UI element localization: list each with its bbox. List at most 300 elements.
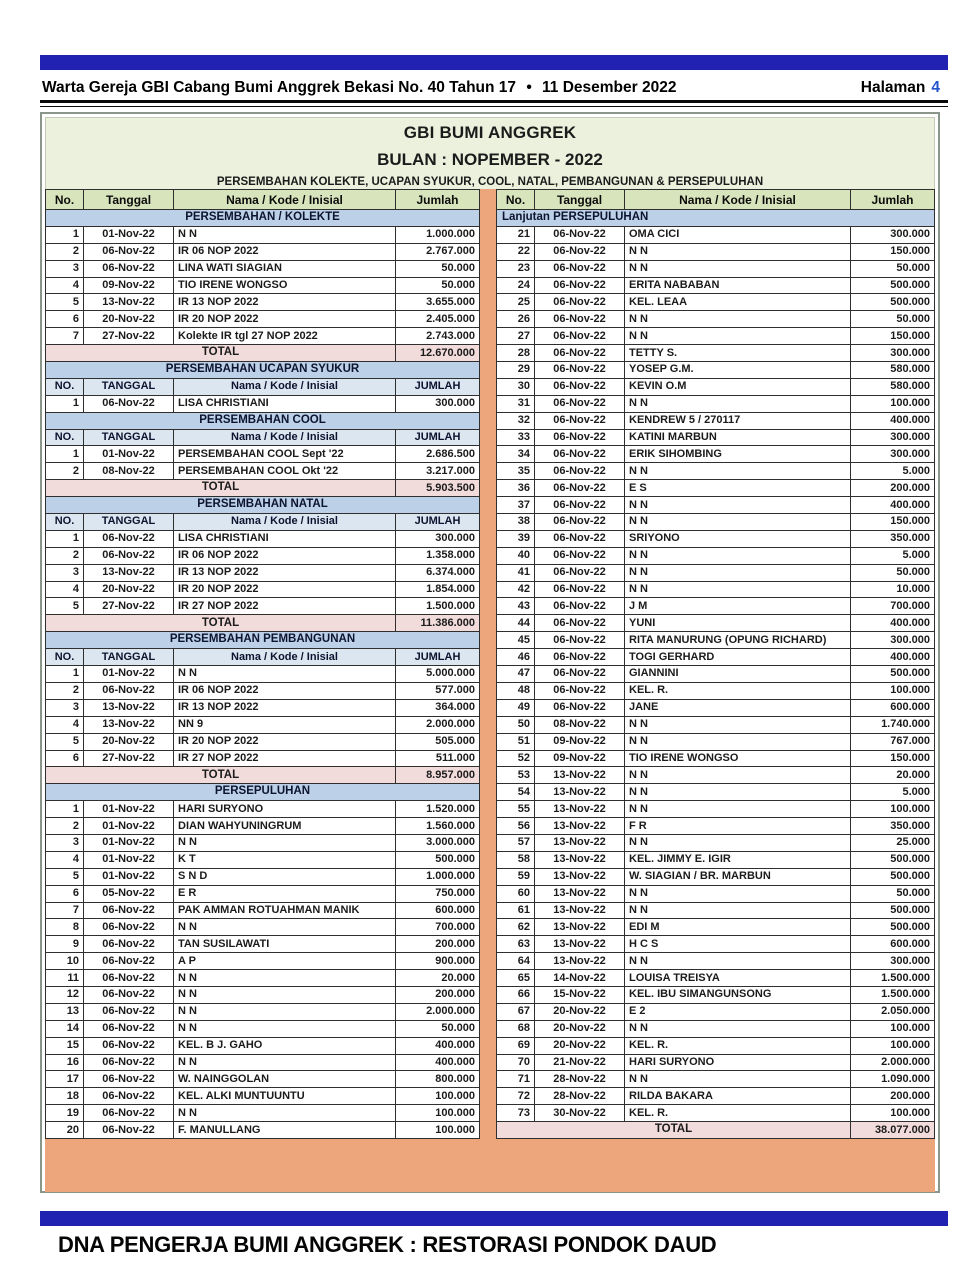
row-number: 31 (497, 395, 535, 412)
row-number: 1 (46, 666, 84, 683)
sub-header-row (46, 378, 480, 395)
row-amount: 2.000.000 (396, 1003, 480, 1020)
row-name: N N (625, 547, 851, 564)
row-amount: 400.000 (396, 1054, 480, 1071)
row-name: LINA WATI SIAGIAN (174, 260, 396, 277)
table-row (46, 311, 480, 328)
row-name: TOGI GERHARD (625, 649, 851, 666)
row-number: 61 (497, 902, 535, 919)
row-date: 13-Nov-22 (535, 885, 625, 902)
row-name: IR 20 NOP 2022 (174, 311, 396, 328)
table-row (497, 395, 935, 412)
row-number: 7 (46, 328, 84, 345)
row-name: K T (174, 851, 396, 868)
table-row (497, 429, 935, 446)
table-row (46, 666, 480, 683)
row-number: 6 (46, 750, 84, 767)
row-name: N N (625, 784, 851, 801)
row-name: N N (625, 733, 851, 750)
row-date: 20-Nov-22 (84, 733, 174, 750)
row-date: 28-Nov-22 (535, 1088, 625, 1105)
row-number: 18 (46, 1088, 84, 1105)
row-date: 06-Nov-22 (84, 530, 174, 547)
table-row (497, 547, 935, 564)
total-row (46, 767, 480, 784)
row-date: 08-Nov-22 (84, 463, 174, 480)
row-date: 20-Nov-22 (535, 1020, 625, 1037)
sub-column-header: JUMLAH (396, 378, 480, 395)
row-amount: 25.000 (851, 834, 935, 851)
row-name: Kolekte IR tgl 27 NOP 2022 (174, 328, 396, 345)
section-title: PERSEMBAHAN UCAPAN SYUKUR (46, 362, 480, 379)
row-name: KEL. R. (625, 1105, 851, 1122)
row-name: E R (174, 885, 396, 902)
row-amount: 1.000.000 (396, 226, 480, 243)
row-amount: 3.000.000 (396, 834, 480, 851)
table-row (46, 1071, 480, 1088)
row-name: S N D (174, 868, 396, 885)
table-row (46, 818, 480, 835)
row-amount: 6.374.000 (396, 564, 480, 581)
table-row (46, 1054, 480, 1071)
row-date: 20-Nov-22 (535, 1037, 625, 1054)
row-date: 06-Nov-22 (84, 970, 174, 987)
table-row (46, 1122, 480, 1139)
column-header-row (46, 190, 480, 210)
row-amount: 577.000 (396, 682, 480, 699)
total-row (497, 1122, 935, 1139)
table-row (497, 936, 935, 953)
row-amount: 300.000 (851, 429, 935, 446)
row-amount: 200.000 (851, 480, 935, 497)
row-name: HARI SURYONO (625, 1054, 851, 1071)
row-date: 08-Nov-22 (535, 716, 625, 733)
row-number: 69 (497, 1037, 535, 1054)
row-amount: 1.500.000 (851, 970, 935, 987)
total-amount: 38.077.000 (851, 1122, 935, 1139)
row-name: N N (625, 885, 851, 902)
table-row (46, 395, 480, 412)
row-date: 13-Nov-22 (535, 801, 625, 818)
sub-header-row (46, 649, 480, 666)
row-number: 45 (497, 632, 535, 649)
row-amount: 300.000 (851, 226, 935, 243)
total-label: TOTAL (497, 1122, 851, 1139)
row-number: 73 (497, 1105, 535, 1122)
left-offerings-table (45, 189, 480, 1139)
row-name: N N (174, 919, 396, 936)
table-row (497, 1054, 935, 1071)
row-date: 06-Nov-22 (535, 277, 625, 294)
table-row (497, 412, 935, 429)
row-name: IR 06 NOP 2022 (174, 243, 396, 260)
row-amount: 1.520.000 (396, 801, 480, 818)
row-amount: 1.854.000 (396, 581, 480, 598)
row-amount: 150.000 (851, 750, 935, 767)
row-date: 14-Nov-22 (535, 970, 625, 987)
table-row (497, 480, 935, 497)
sub-column-header: NO. (46, 649, 84, 666)
row-name: JANE (625, 699, 851, 716)
table-row (46, 328, 480, 345)
row-name: N N (625, 260, 851, 277)
row-amount: 100.000 (851, 395, 935, 412)
table-row (497, 834, 935, 851)
row-date: 06-Nov-22 (84, 1020, 174, 1037)
row-amount: 5.000 (851, 784, 935, 801)
total-amount: 5.903.500 (396, 480, 480, 497)
table-row (46, 801, 480, 818)
row-date: 06-Nov-22 (84, 1122, 174, 1139)
row-date: 13-Nov-22 (535, 851, 625, 868)
section-title: PERSEMBAHAN / KOLEKTE (46, 210, 480, 227)
table-row (46, 564, 480, 581)
row-name: RITA MANURUNG (OPUNG RICHARD) (625, 632, 851, 649)
table-row (497, 1088, 935, 1105)
row-number: 39 (497, 530, 535, 547)
row-number: 47 (497, 666, 535, 683)
sub-column-header: TANGGAL (84, 514, 174, 531)
row-name: N N (625, 767, 851, 784)
row-date: 06-Nov-22 (535, 328, 625, 345)
section-header-row (46, 497, 480, 514)
row-name: IR 13 NOP 2022 (174, 699, 396, 716)
row-number: 59 (497, 868, 535, 885)
row-date: 13-Nov-22 (535, 784, 625, 801)
row-number: 10 (46, 953, 84, 970)
table-row (46, 851, 480, 868)
total-label: TOTAL (46, 345, 396, 362)
table-row (497, 463, 935, 480)
row-amount: 300.000 (396, 395, 480, 412)
masthead (42, 76, 940, 100)
row-number: 64 (497, 953, 535, 970)
row-date: 21-Nov-22 (535, 1054, 625, 1071)
row-number: 37 (497, 497, 535, 514)
row-name: IR 06 NOP 2022 (174, 682, 396, 699)
row-number: 12 (46, 986, 84, 1003)
row-number: 16 (46, 1054, 84, 1071)
offering-table-box (40, 112, 940, 1193)
row-name: LISA CHRISTIANI (174, 530, 396, 547)
row-date: 13-Nov-22 (535, 902, 625, 919)
table-row (46, 1003, 480, 1020)
table-row (497, 632, 935, 649)
sub-column-header: NO. (46, 378, 84, 395)
row-date: 28-Nov-22 (535, 1071, 625, 1088)
row-amount: 100.000 (851, 682, 935, 699)
row-amount: 600.000 (396, 902, 480, 919)
row-date: 06-Nov-22 (84, 1003, 174, 1020)
row-name: N N (625, 581, 851, 598)
section-title: PERSEMBAHAN COOL (46, 412, 480, 429)
row-name: IR 13 NOP 2022 (174, 294, 396, 311)
row-date: 13-Nov-22 (535, 953, 625, 970)
total-amount: 12.670.000 (396, 345, 480, 362)
table-row (46, 919, 480, 936)
row-date: 06-Nov-22 (535, 530, 625, 547)
section-title: Lanjutan PERSEPULUHAN (497, 210, 935, 227)
section-header-row (46, 784, 480, 801)
table-row (46, 733, 480, 750)
row-date: 06-Nov-22 (535, 699, 625, 716)
row-amount: 364.000 (396, 699, 480, 716)
row-number: 9 (46, 936, 84, 953)
row-date: 06-Nov-22 (535, 682, 625, 699)
table-row (46, 699, 480, 716)
row-amount: 500.000 (851, 666, 935, 683)
footer-slogan: DNA PENGERJA BUMI ANGGREK : RESTORASI PONDOK DAUD (58, 1232, 717, 1257)
row-name: KEL. LEAA (625, 294, 851, 311)
row-name: KEL. ALKI MUNTUUNTU (174, 1088, 396, 1105)
row-number: 28 (497, 345, 535, 362)
row-number: 40 (497, 547, 535, 564)
row-number: 49 (497, 699, 535, 716)
table-row (46, 834, 480, 851)
table-row (497, 1037, 935, 1054)
row-amount: 2.050.000 (851, 1003, 935, 1020)
row-name: PAK AMMAN ROTUAHMAN MANIK (174, 902, 396, 919)
row-date: 06-Nov-22 (535, 514, 625, 531)
row-name: PERSEMBAHAN COOL Okt '22 (174, 463, 396, 480)
row-number: 13 (46, 1003, 84, 1020)
table-row (497, 294, 935, 311)
row-date: 15-Nov-22 (535, 986, 625, 1003)
table-row (497, 598, 935, 615)
double-rule (40, 100, 948, 107)
row-date: 06-Nov-22 (535, 378, 625, 395)
row-name: GIANNINI (625, 666, 851, 683)
row-name: ERIK SIHOMBING (625, 446, 851, 463)
row-number: 20 (46, 1122, 84, 1139)
row-number: 52 (497, 750, 535, 767)
row-date: 06-Nov-22 (84, 1088, 174, 1105)
table-row (497, 1020, 935, 1037)
right-offerings-table (496, 189, 935, 1139)
row-number: 43 (497, 598, 535, 615)
row-amount: 580.000 (851, 362, 935, 379)
row-date: 06-Nov-22 (84, 1105, 174, 1122)
row-number: 51 (497, 733, 535, 750)
row-name: W. NAINGGOLAN (174, 1071, 396, 1088)
sub-column-header: Nama / Kode / Inisial (174, 378, 396, 395)
row-number: 29 (497, 362, 535, 379)
row-number: 3 (46, 260, 84, 277)
table-row (46, 294, 480, 311)
row-amount: 100.000 (851, 1020, 935, 1037)
page-label: Halaman (860, 79, 926, 96)
row-amount: 800.000 (396, 1071, 480, 1088)
total-label: TOTAL (46, 767, 396, 784)
section-header-row (497, 210, 935, 227)
sub-header-row (46, 429, 480, 446)
table-row (497, 902, 935, 919)
table-row (497, 378, 935, 395)
row-number: 8 (46, 919, 84, 936)
row-date: 06-Nov-22 (84, 547, 174, 564)
row-name: IR 06 NOP 2022 (174, 547, 396, 564)
row-amount: 2.743.000 (396, 328, 480, 345)
row-number: 4 (46, 851, 84, 868)
row-number: 50 (497, 716, 535, 733)
row-number: 1 (46, 395, 84, 412)
table-row (497, 649, 935, 666)
row-number: 32 (497, 412, 535, 429)
total-label: TOTAL (46, 615, 396, 632)
sub-column-header: JUMLAH (396, 514, 480, 531)
column-header: No. (46, 190, 84, 210)
row-date: 01-Nov-22 (84, 801, 174, 818)
row-name: YUNI (625, 615, 851, 632)
row-amount: 400.000 (851, 412, 935, 429)
row-number: 6 (46, 885, 84, 902)
row-date: 06-Nov-22 (535, 429, 625, 446)
table-row (497, 818, 935, 835)
table-row (497, 581, 935, 598)
row-date: 13-Nov-22 (535, 818, 625, 835)
row-amount: 400.000 (851, 615, 935, 632)
table-row (46, 953, 480, 970)
row-number: 65 (497, 970, 535, 987)
table-row (497, 801, 935, 818)
row-number: 1 (46, 226, 84, 243)
row-amount: 2.000.000 (851, 1054, 935, 1071)
section-header-row (46, 412, 480, 429)
table-row (46, 902, 480, 919)
row-amount: 2.405.000 (396, 311, 480, 328)
table-row (46, 682, 480, 699)
row-name: N N (625, 497, 851, 514)
table-row (497, 919, 935, 936)
section-header-row (46, 632, 480, 649)
row-name: YOSEP G.M. (625, 362, 851, 379)
row-name: N N (174, 666, 396, 683)
table-row (497, 682, 935, 699)
row-amount: 200.000 (396, 936, 480, 953)
page-number: 4 (931, 79, 940, 96)
row-amount: 5.000 (851, 463, 935, 480)
row-amount: 50.000 (851, 564, 935, 581)
row-date: 06-Nov-22 (84, 1071, 174, 1088)
table-row (46, 530, 480, 547)
row-number: 53 (497, 767, 535, 784)
row-number: 22 (497, 243, 535, 260)
row-date: 13-Nov-22 (535, 919, 625, 936)
row-number: 30 (497, 378, 535, 395)
row-date: 30-Nov-22 (535, 1105, 625, 1122)
row-number: 5 (46, 868, 84, 885)
row-name: N N (625, 902, 851, 919)
row-date: 13-Nov-22 (84, 564, 174, 581)
row-amount: 50.000 (851, 311, 935, 328)
row-number: 2 (46, 243, 84, 260)
row-date: 06-Nov-22 (535, 598, 625, 615)
table-row (497, 514, 935, 531)
section-header-row (46, 210, 480, 227)
row-name: HARI SURYONO (174, 801, 396, 818)
total-amount: 11.386.000 (396, 615, 480, 632)
church-name: GBI BUMI ANGGREK (403, 123, 577, 142)
row-date: 06-Nov-22 (535, 649, 625, 666)
row-amount: 20.000 (396, 970, 480, 987)
row-number: 67 (497, 1003, 535, 1020)
row-number: 55 (497, 801, 535, 818)
sub-column-header: Nama / Kode / Inisial (174, 429, 396, 446)
row-date: 06-Nov-22 (84, 936, 174, 953)
row-date: 13-Nov-22 (84, 294, 174, 311)
row-name: N N (625, 514, 851, 531)
row-date: 06-Nov-22 (84, 1054, 174, 1071)
total-row (46, 345, 480, 362)
offering-subtitle: PERSEMBAHAN KOLEKTE, UCAPAN SYUKUR, COOL, NATAL, PEMBANGUNAN & PERSEPULUHAN (216, 176, 764, 188)
row-name: IR 20 NOP 2022 (174, 733, 396, 750)
row-number: 34 (497, 446, 535, 463)
table-row (46, 547, 480, 564)
row-amount: 3.217.000 (396, 463, 480, 480)
row-number: 19 (46, 1105, 84, 1122)
row-amount: 150.000 (851, 514, 935, 531)
row-name: OMA CICI (625, 226, 851, 243)
row-name: EDI M (625, 919, 851, 936)
row-amount: 750.000 (396, 885, 480, 902)
table-row (497, 328, 935, 345)
row-number: 57 (497, 834, 535, 851)
row-amount: 100.000 (851, 801, 935, 818)
row-date: 20-Nov-22 (535, 1003, 625, 1020)
row-date: 27-Nov-22 (84, 598, 174, 615)
row-number: 27 (497, 328, 535, 345)
table-row (46, 226, 480, 243)
row-date: 01-Nov-22 (84, 834, 174, 851)
bottom-blue-bar (40, 1211, 948, 1226)
row-name: N N (625, 953, 851, 970)
row-date: 13-Nov-22 (535, 767, 625, 784)
table-row (497, 733, 935, 750)
row-date: 06-Nov-22 (535, 226, 625, 243)
row-name: N N (625, 1071, 851, 1088)
row-number: 24 (497, 277, 535, 294)
table-row (46, 446, 480, 463)
row-name: N N (174, 1054, 396, 1071)
row-date: 06-Nov-22 (84, 1037, 174, 1054)
row-number: 25 (497, 294, 535, 311)
row-name: NN 9 (174, 716, 396, 733)
row-date: 06-Nov-22 (535, 345, 625, 362)
table-row (497, 750, 935, 767)
row-amount: 50.000 (396, 1020, 480, 1037)
row-amount: 5.000 (851, 547, 935, 564)
row-date: 06-Nov-22 (535, 564, 625, 581)
row-name: KEVIN O.M (625, 378, 851, 395)
section-title: PERSEMBAHAN NATAL (46, 497, 480, 514)
bullet-separator: • (526, 79, 532, 96)
row-date: 06-Nov-22 (535, 615, 625, 632)
table-row (46, 277, 480, 294)
row-name: W. SIAGIAN / BR. MARBUN (625, 868, 851, 885)
row-date: 01-Nov-22 (84, 868, 174, 885)
row-number: 1 (46, 801, 84, 818)
row-date: 06-Nov-22 (535, 480, 625, 497)
row-amount: 50.000 (851, 885, 935, 902)
salmon-divider (480, 189, 496, 1192)
row-number: 70 (497, 1054, 535, 1071)
row-amount: 767.000 (851, 733, 935, 750)
row-date: 01-Nov-22 (84, 666, 174, 683)
row-number: 17 (46, 1071, 84, 1088)
row-number: 4 (46, 716, 84, 733)
sub-column-header: JUMLAH (396, 429, 480, 446)
row-amount: 300.000 (851, 345, 935, 362)
